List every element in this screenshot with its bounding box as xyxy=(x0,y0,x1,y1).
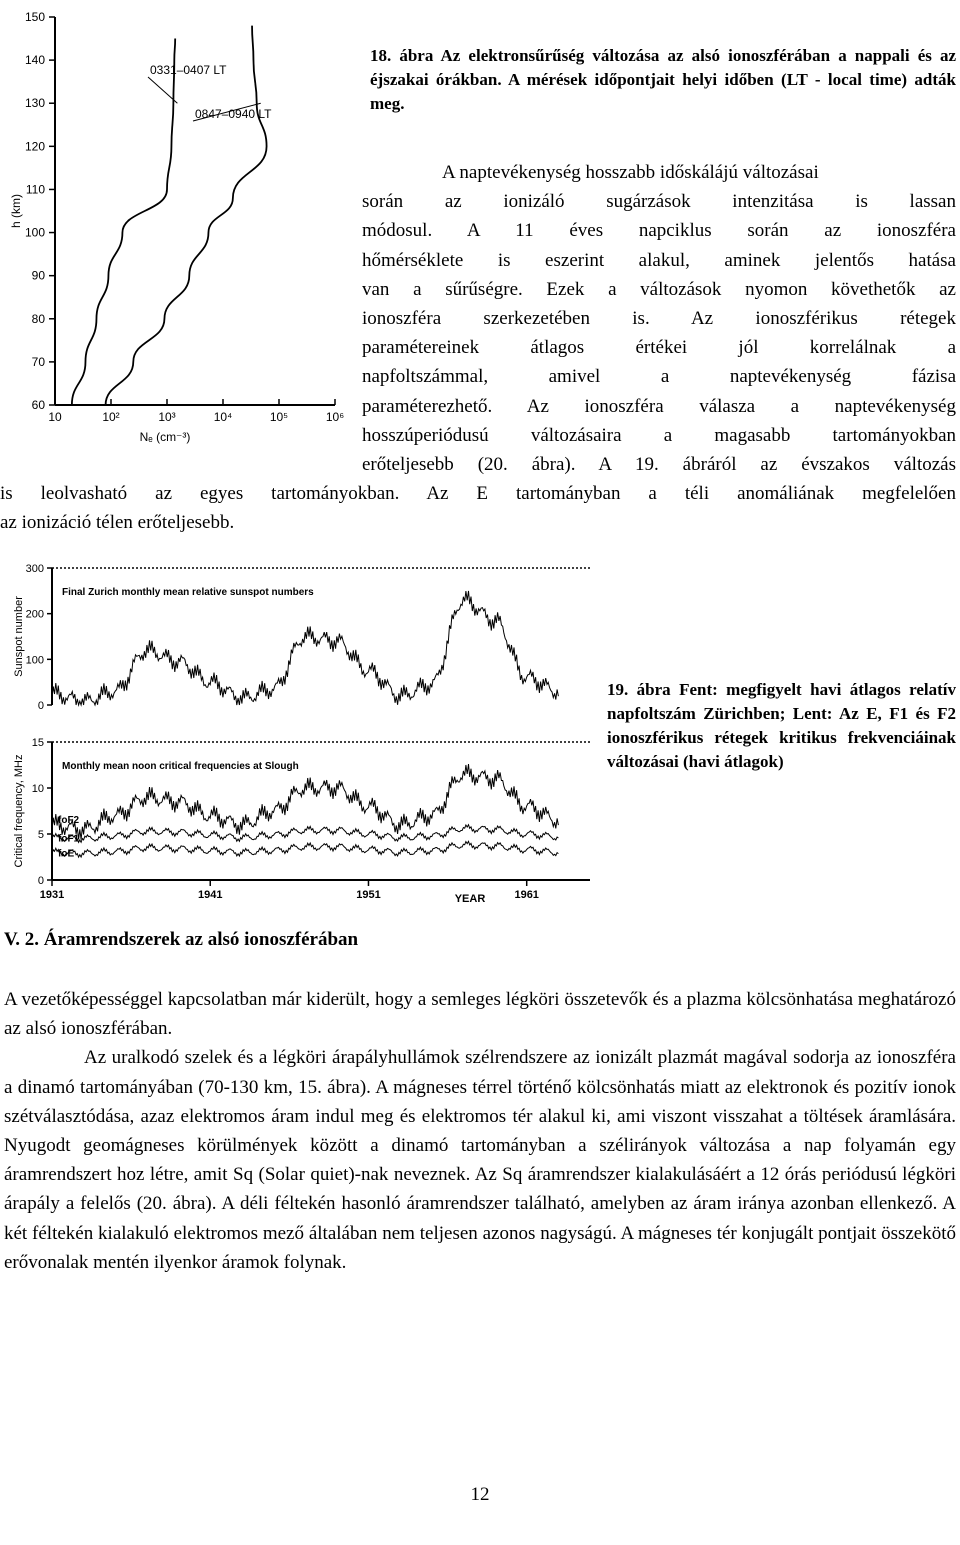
fig18-y-tick-label: 110 xyxy=(25,182,45,197)
paragraph-1-line: az ionizáció télen erőteljesebb. xyxy=(0,512,235,534)
section-paragraph: Az uralkodó szelek és a légköri árapályhullámok szélrendszere az ionizált plazmát magával sodorja az ionoszféra a dinamó tartományában (70-130 km, 15. ábra). A mágneses térrel történő kölcsönhatás miatt az elektronok és pozitív ionok szétválasztódása, azaz elektromos áram indul meg és elektromos tér alakul ki, ami viszont visszahat a töltések áramlására. Nyugodt geomágneses körülmények között a dinamó tartományban a szélirányok változása a nap folyamán egy áramrendszert hoz létre, amit Sq (Solar quiet)-nak neveznek. Az Sq áramrendszer kialakulásáért a 12 órás periódusú légköri árapály a felelős (20. ábra). A déli féltekén hasonló áramrendszer található, amelyben az áram iránya azonban ellenkező. A két féltekén kialakuló elektromos mező általában nem teljesen azonos nagyságú. A mágneses tér konjugált pontjait összekötő erővonalak mentén ilyenkor áramok folynak. xyxy=(4,1047,956,1273)
fig18-x-tick-label: 10⁴ xyxy=(213,410,233,424)
figure-18-caption: 18. ábra Az elektronsűrűség változása az alsó ionoszférában a nappali és az éjszakai órákban. A mérések időpontjait helyi időben (LT - local time) adták meg. xyxy=(370,46,956,113)
paragraph-1-line: paraméterezhető. Az ionoszféra válasza a naptevékenység xyxy=(362,395,956,417)
paragraph-1-line: A naptevékenység hosszabb időskálájú változásai xyxy=(442,162,819,183)
fig19-y-tick-label: 5 xyxy=(37,829,44,841)
fig18-legend-label: 0331–0407 LT xyxy=(150,63,227,77)
fig18-x-axis-label: Nₑ (cm⁻³) xyxy=(139,430,191,444)
paragraph-1-line: módosul. A 11 éves napciklus során az ionoszféra xyxy=(362,220,956,242)
fig18-y-tick-label: 100 xyxy=(24,225,45,240)
fig19-panel-title: Final Zurich monthly mean relative sunspot numbers xyxy=(62,587,314,598)
fig19-x-axis-label: YEAR xyxy=(454,893,486,905)
fig19-panel-title: Monthly mean noon critical frequencies at Slough xyxy=(62,761,299,772)
fig19-y-tick-label: 300 xyxy=(25,563,44,575)
fig19-series-label: foF2 xyxy=(58,814,80,826)
paragraph-1-line: hőmérséklete is eszerint alakul, aminek jelentős hatása xyxy=(362,249,956,271)
figure-19-caption: 19. ábra Fent: megfigyelt havi átlagos relatív napfoltszám Zürichben; Lent: Az E, F1 és F2 ionoszférikus rétegek kritikus frekvenciáinak változásai (havi átlagok) xyxy=(607,680,956,771)
fig19-x-tick-label: 1941 xyxy=(197,889,223,901)
paragraph-1 xyxy=(0,158,956,537)
paragraph-1-line: is leolvasható az egyes tartományokban. Az E tartományban a téli anomáliának megfelelően xyxy=(0,483,956,505)
fig19-series-label: foF1 xyxy=(58,833,80,845)
paragraph-1-line: ionoszféra szerkezetében is. Az ionoszférikus rétegek xyxy=(362,307,956,329)
fig19-y-tick-label: 0 xyxy=(37,875,44,887)
fig18-y-axis-label: h (km) xyxy=(9,194,23,228)
fig19-chart xyxy=(0,560,600,910)
paragraph-1-line: paramétereinek átlagos értékei jól korrelálnak a xyxy=(362,337,956,359)
fig19-y-axis-label: Critical frequency, MHz xyxy=(13,754,25,868)
fig19-series-label: foE xyxy=(58,848,75,860)
fig18-y-tick-label: 130 xyxy=(24,96,45,111)
section-paragraph: A vezetőképességgel kapcsolatban már kiderült, hogy a semleges légköri összetevők és a plazma kölcsönhatása meghatározó az alsó ionoszférában. xyxy=(4,989,956,1040)
fig19-x-tick-label: 1931 xyxy=(39,889,65,901)
fig19-y-tick-label: 15 xyxy=(31,737,44,749)
fig19-x-tick-label: 1961 xyxy=(514,889,539,901)
page-number: 12 xyxy=(470,1484,490,1505)
fig19-series-line xyxy=(52,591,558,705)
fig19-series-line xyxy=(52,841,558,860)
fig19-y-tick-label: 100 xyxy=(25,654,44,667)
fig18-legend-label: 0847–0940 LT xyxy=(195,107,272,121)
paragraph-1-line: hosszúperiódusú változásaira a magasabb tartományokban xyxy=(362,424,956,446)
section-body xyxy=(4,985,956,1277)
fig18-y-tick-label: 80 xyxy=(31,311,45,326)
fig19-y-tick-label: 0 xyxy=(37,700,44,712)
fig18-y-tick-label: 120 xyxy=(24,139,45,154)
fig18-y-tick-label: 60 xyxy=(31,398,45,412)
section-heading: V. 2. Áramrendszerek az alsó ionoszférában xyxy=(4,929,359,950)
paragraph-1-line: napfoltszámmal, amivel a naptevékenység fázisa xyxy=(362,366,956,388)
fig18-y-tick-label: 150 xyxy=(24,10,45,24)
figure-19 xyxy=(0,560,600,910)
fig18-x-tick-label: 10³ xyxy=(158,410,176,424)
fig18-y-tick-label: 90 xyxy=(31,268,45,283)
fig19-y-tick-label: 200 xyxy=(25,608,44,621)
fig18-x-tick-label: 10⁶ xyxy=(325,410,345,424)
fig19-y-axis-label: Sunspot number xyxy=(13,596,25,677)
fig18-x-tick-label: 10⁵ xyxy=(269,410,289,424)
fig19-series-line xyxy=(52,764,558,839)
fig18-x-tick-label: 10² xyxy=(102,410,120,424)
fig19-x-tick-label: 1951 xyxy=(356,889,381,901)
paragraph-1-line: erőteljesebb (20. ábra). A 19. ábráról az évszakos változás xyxy=(362,453,956,475)
fig18-y-tick-label: 140 xyxy=(24,53,45,68)
fig18-x-tick-label: 10 xyxy=(48,410,62,424)
paragraph-1-line: van a sűrűségre. Ezek a változások nyomon követhetők az xyxy=(362,278,956,300)
paragraph-1-line: során az ionizáló sugárzások intenzitása is lassan xyxy=(362,191,956,213)
fig19-y-tick-label: 10 xyxy=(31,783,44,795)
fig19-series-line xyxy=(52,825,558,843)
fig18-y-tick-label: 70 xyxy=(31,354,45,369)
